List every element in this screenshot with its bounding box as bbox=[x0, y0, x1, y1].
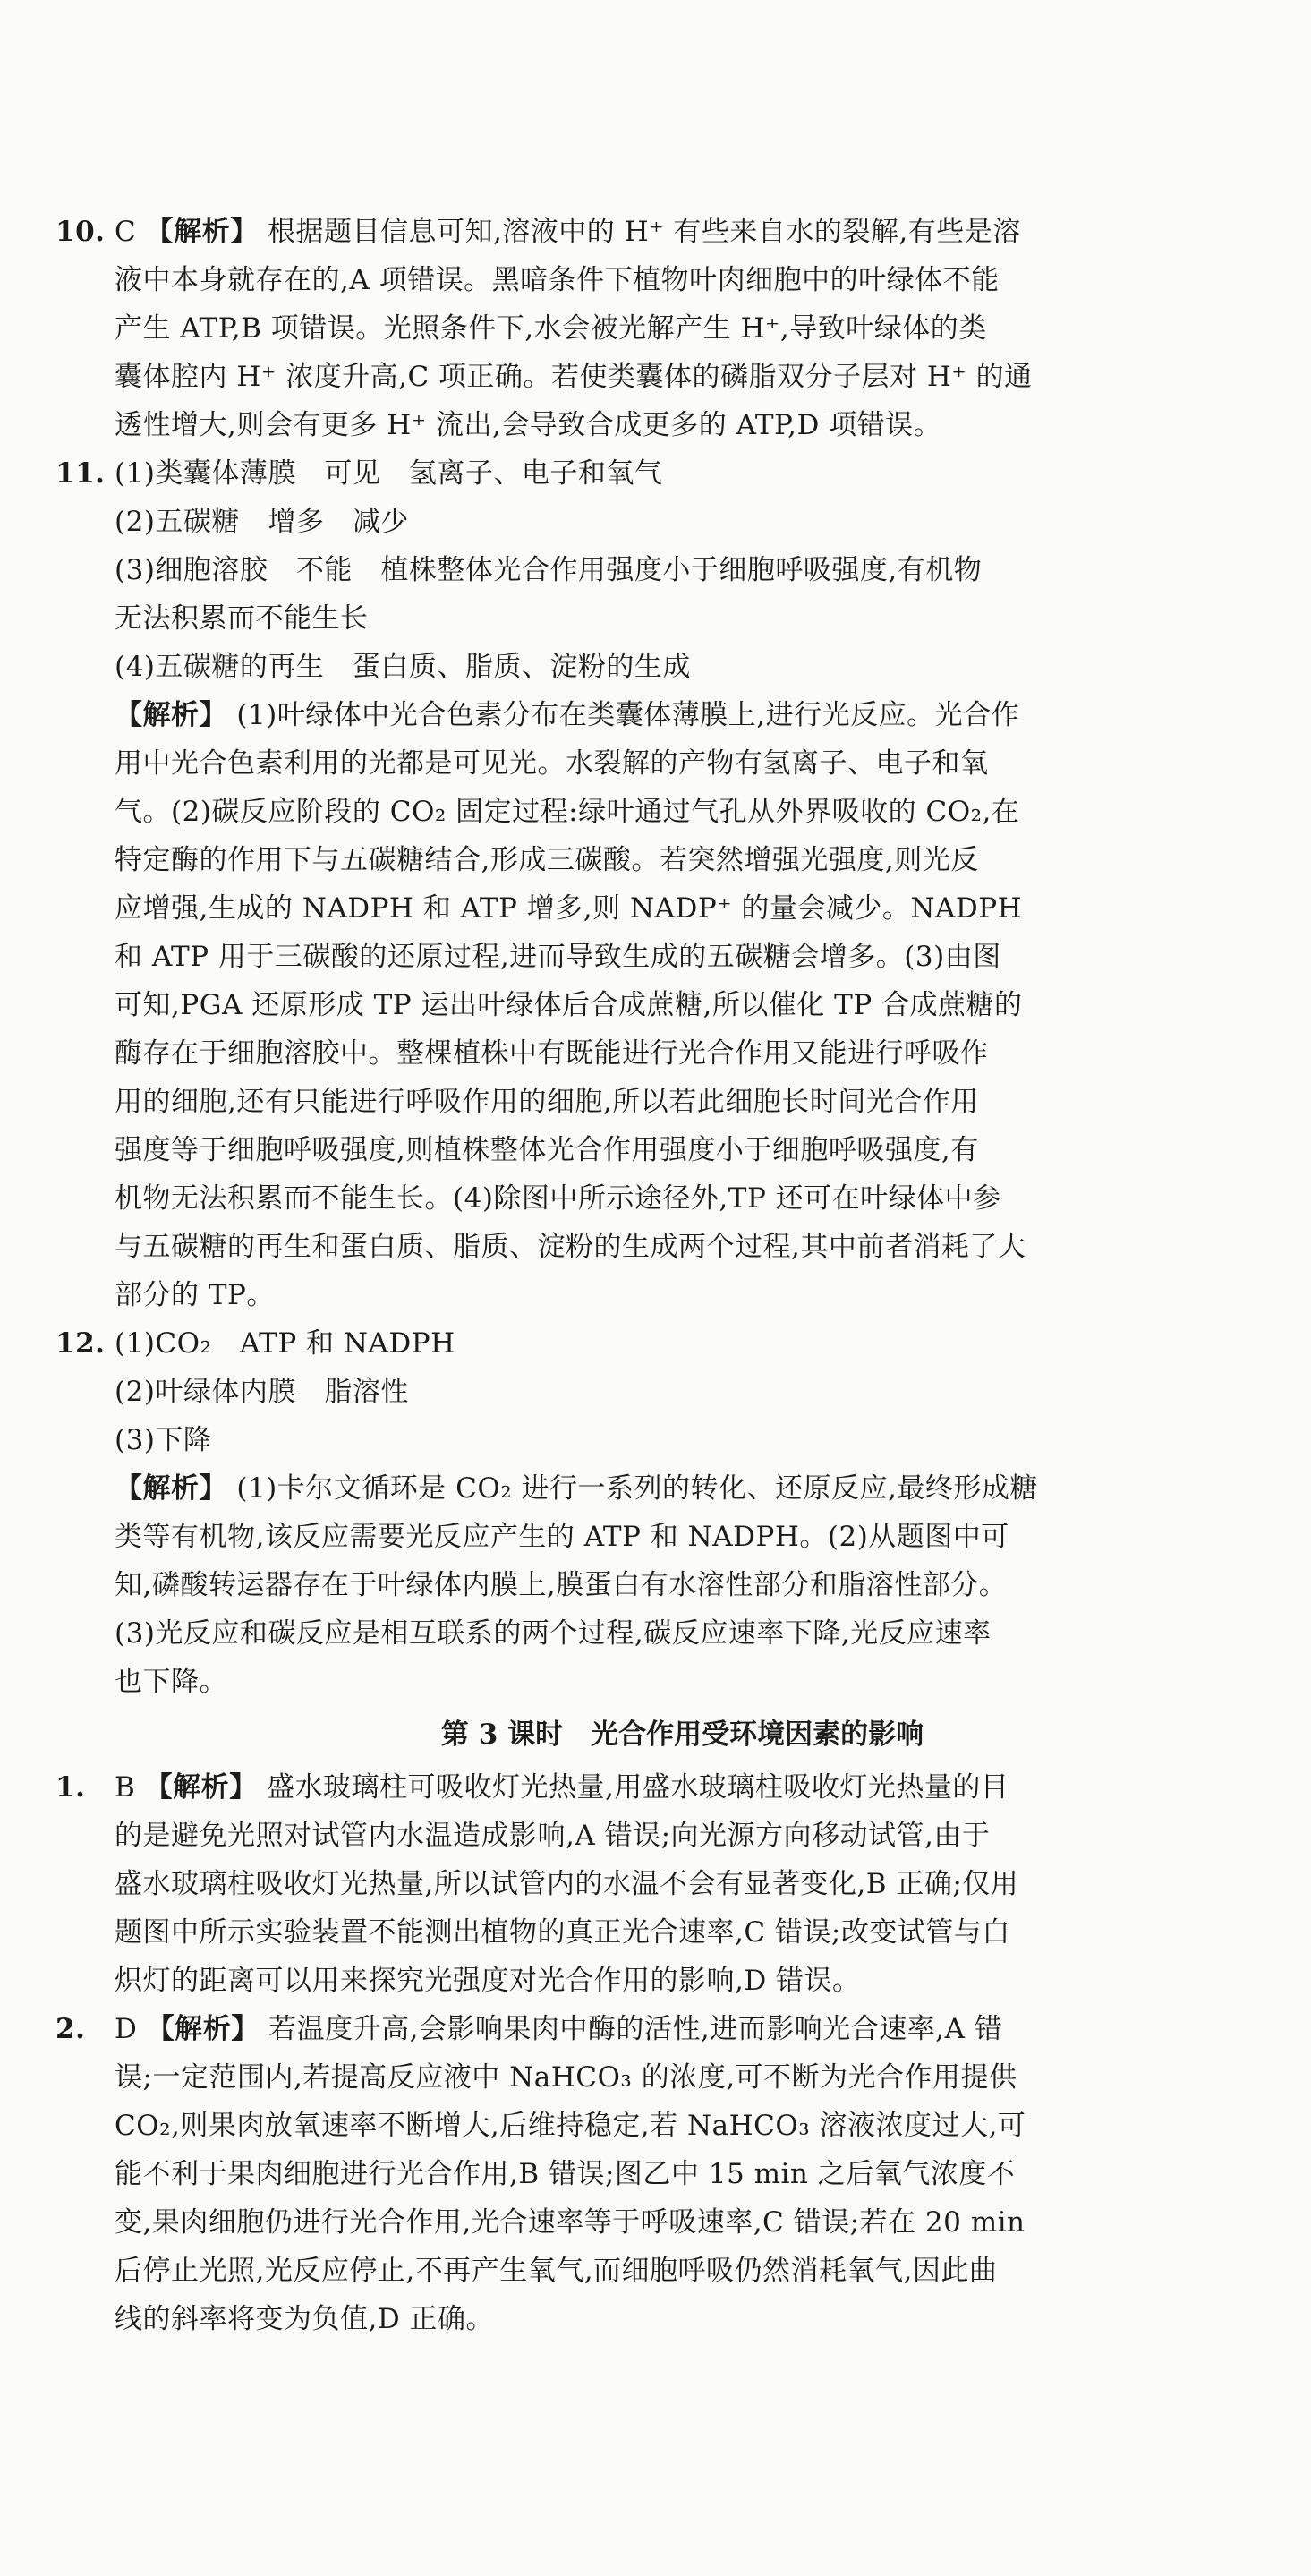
question-number: 10. bbox=[55, 216, 106, 248]
analysis-tag: 【解析】 bbox=[144, 1771, 258, 1804]
analysis-line: CO₂,则果肉放氧速率不断增大,后维持稳定,若 NaHCO₃ 溶液浓度过大,可 bbox=[115, 2110, 1026, 2142]
answer-choice: C bbox=[115, 216, 137, 248]
answer-text: (1)CO₂ ATP 和 NADPH bbox=[115, 1327, 455, 1360]
answer-line: (4)五碳糖的再生 蛋白质、脂质、淀粉的生成 bbox=[115, 651, 691, 683]
analysis-line: 盛水玻璃柱吸收灯光热量,所以试管内的水温不会有显著变化,B 正确;仅用 bbox=[115, 1868, 1019, 1900]
analysis-line: 产生 ATP,B 项错误。光照条件下,水会被光解产生 H⁺,导致叶绿体的类 bbox=[115, 312, 987, 345]
answer-line: 无法积累而不能生长 bbox=[115, 602, 369, 635]
analysis-text: (1)卡尔文循环是 CO₂ 进行一系列的转化、还原反应,最终形成糖 bbox=[236, 1472, 1038, 1505]
analysis-line: 酶存在于细胞溶胶中。整棵植株中有既能进行光合作用又能进行呼吸作 bbox=[115, 1037, 989, 1070]
analysis-line: 与五碳糖的再生和蛋白质、脂质、淀粉的生成两个过程,其中前者消耗了大 bbox=[115, 1231, 1026, 1263]
answer-line: (3)细胞溶胶 不能 植株整体光合作用强度小于细胞呼吸强度,有机物 bbox=[115, 554, 983, 586]
answer-text: (1)类囊体薄膜 可见 氢离子、电子和氧气 bbox=[115, 457, 663, 490]
analysis-line: 后停止光照,光反应停止,不再产生氧气,而细胞呼吸仍然消耗氧气,因此曲 bbox=[115, 2255, 998, 2287]
s2-line bbox=[0, 2005, 1311, 2053]
analysis-line: (3)光反应和碳反应是相互联系的两个过程,碳反应速率下降,光反应速率 bbox=[115, 1617, 992, 1650]
question-number: 2. bbox=[55, 2013, 86, 2045]
analysis-line: 特定酶的作用下与五碳糖结合,形成三碳酸。若突然增强光强度,则光反 bbox=[115, 844, 979, 876]
question-number: 1. bbox=[55, 1771, 86, 1804]
analysis-line: 气。(2)碳反应阶段的 CO₂ 固定过程:绿叶通过气孔从外界吸收的 CO₂,在 bbox=[115, 796, 1020, 828]
analysis-line: 囊体腔内 H⁺ 浓度升高,C 项正确。若使类囊体的磷脂双分子层对 H⁺ 的通 bbox=[115, 361, 1033, 393]
q10-line bbox=[0, 208, 1311, 256]
answer-line: (3)下降 bbox=[115, 1424, 212, 1456]
s1-line bbox=[0, 1763, 1311, 1812]
analysis-line: 线的斜率将变为负值,D 正确。 bbox=[115, 2303, 495, 2335]
analysis-line: 类等有机物,该反应需要光反应产生的 ATP 和 NADPH。(2)从题图中可 bbox=[115, 1521, 1009, 1553]
answer-content bbox=[0, 208, 1311, 2343]
analysis-line bbox=[0, 691, 1311, 739]
analysis-line: 可知,PGA 还原形成 TP 运出叶绿体后合成蔗糖,所以催化 TP 合成蔗糖的 bbox=[115, 989, 1023, 1021]
answer-choice: B bbox=[115, 1771, 136, 1804]
section-title: 第 3 课时 光合作用受环境因素的影响 bbox=[440, 1719, 924, 1751]
answer-line: (2)叶绿体内膜 脂溶性 bbox=[115, 1376, 409, 1408]
analysis-line: 也下降。 bbox=[115, 1666, 227, 1698]
analysis-line bbox=[0, 1464, 1311, 1513]
question-number: 12. bbox=[55, 1327, 106, 1360]
analysis-line: 炽灯的距离可以用来探究光强度对光合作用的影响,D 错误。 bbox=[115, 1965, 861, 1997]
analysis-line: 能不利于果肉细胞进行光合作用,B 错误;图乙中 15 min 之后氧气浓度不 bbox=[115, 2158, 1016, 2190]
analysis-line: 误;一定范围内,若提高反应液中 NaHCO₃ 的浓度,可不断为光合作用提供 bbox=[115, 2061, 1017, 2094]
analysis-line: 液中本身就存在的,A 项错误。黑暗条件下植物叶肉细胞中的叶绿体不能 bbox=[115, 264, 1000, 296]
analysis-line: 透性增大,则会有更多 H⁺ 流出,会导致合成更多的 ATP,D 项错误。 bbox=[115, 409, 942, 441]
analysis-text: (1)叶绿体中光合色素分布在类囊体薄膜上,进行光反应。光合作 bbox=[236, 699, 1020, 731]
analysis-line: 题图中所示实验装置不能测出植物的真正光合速率,C 错误;改变试管与白 bbox=[115, 1916, 1010, 1949]
analysis-line: 和 ATP 用于三碳酸的还原过程,进而导致生成的五碳糖会增多。(3)由图 bbox=[115, 941, 1001, 973]
analysis-line: 用中光合色素利用的光都是可见光。水裂解的产物有氢离子、电子和氧 bbox=[115, 747, 989, 780]
analysis-tag: 【解析】 bbox=[115, 1472, 227, 1505]
analysis-line: 部分的 TP。 bbox=[115, 1279, 275, 1311]
analysis-line: 强度等于细胞呼吸强度,则植株整体光合作用强度小于细胞呼吸强度,有 bbox=[115, 1134, 979, 1166]
q11-line bbox=[0, 449, 1311, 498]
analysis-tag: 【解析】 bbox=[146, 2013, 260, 2045]
analysis-line: 用的细胞,还有只能进行呼吸作用的细胞,所以若此细胞长时间光合作用 bbox=[115, 1086, 979, 1118]
analysis-line: 变,果肉细胞仍进行光合作用,光合速率等于呼吸速率,C 错误;若在 20 min bbox=[115, 2206, 1026, 2239]
analysis-line: 机物无法积累而不能生长。(4)除图中所示途径外,TP 还可在叶绿体中参 bbox=[115, 1182, 1001, 1215]
analysis-text: 根据题目信息可知,溶液中的 H⁺ 有些来自水的裂解,有些是溶 bbox=[267, 216, 1021, 248]
answer-choice: D bbox=[115, 2013, 138, 2045]
analysis-line: 应增强,生成的 NADPH 和 ATP 增多,则 NADP⁺ 的量会减少。NADPH bbox=[115, 892, 1023, 925]
analysis-line: 的是避免光照对试管内水温造成影响,A 错误;向光源方向移动试管,由于 bbox=[115, 1820, 991, 1852]
question-number: 11. bbox=[55, 457, 106, 490]
analysis-tag: 【解析】 bbox=[115, 699, 227, 731]
analysis-text: 若温度升高,会影响果肉中酶的活性,进而影响光合速率,A 错 bbox=[268, 2013, 1003, 2045]
analysis-tag: 【解析】 bbox=[145, 216, 259, 248]
analysis-text: 盛水玻璃柱可吸收灯光热量,用盛水玻璃柱吸收灯光热量的目 bbox=[267, 1771, 1009, 1804]
answer-line: (2)五碳糖 增多 减少 bbox=[115, 506, 409, 538]
analysis-line: 知,磷酸转运器存在于叶绿体内膜上,膜蛋白有水溶性部分和脂溶性部分。 bbox=[115, 1569, 1008, 1601]
q12-line bbox=[0, 1319, 1311, 1368]
